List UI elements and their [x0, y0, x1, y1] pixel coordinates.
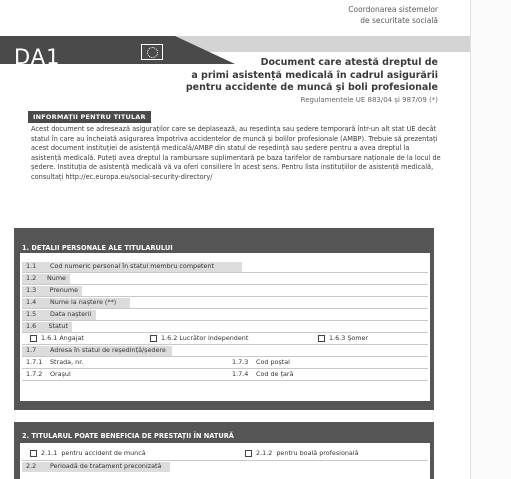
- option-label: pentru boală profesională: [276, 449, 359, 457]
- option-label: Șomer: [347, 334, 369, 342]
- coordination-line-2: de securitate socială: [360, 16, 438, 25]
- treatment-period-row[interactable]: [22, 462, 170, 472]
- info-heading: INFORMAȚII PENTRU TITULAR: [28, 111, 151, 123]
- field-line: [22, 284, 428, 285]
- field-line: [22, 368, 428, 369]
- field-row[interactable]: [22, 298, 130, 308]
- field-label: Perioadă de tratament preconizată: [50, 462, 162, 470]
- field-label: Adresa în statul de reședință/ședere: [50, 346, 166, 354]
- field-label: Cod numeric personal în statul membru competent: [50, 262, 215, 270]
- status-option-unemployed[interactable]: [318, 334, 368, 344]
- field-label: Nume: [47, 274, 66, 282]
- field-number: 1.1: [26, 262, 37, 270]
- field-number: 1.4: [26, 298, 37, 306]
- form-code: DA1: [14, 45, 61, 69]
- option-number: 2.1.1: [41, 449, 58, 457]
- checkbox[interactable]: [318, 335, 325, 342]
- field-number: 2.2: [26, 462, 37, 470]
- scrollbar[interactable]: [470, 0, 511, 479]
- field-label: Cod de țară: [256, 370, 294, 378]
- title-line-2: a primi asistență medicală în cadrul asigurării: [191, 69, 438, 81]
- field-line: [22, 332, 428, 333]
- field-line: [22, 272, 428, 273]
- field-label: Nume la naștere (**): [50, 298, 117, 306]
- field-line: [22, 356, 428, 357]
- benefit-option-disease[interactable]: [245, 449, 359, 459]
- field-label: Statut: [48, 322, 68, 330]
- field-label: Prenume: [49, 286, 78, 294]
- field-label: Cod poștal: [256, 358, 290, 366]
- benefit-option-accident[interactable]: [30, 449, 146, 459]
- regulations-note: Regulamentele UE 883/04 și 987/09 (*): [300, 96, 438, 104]
- info-paragraph: Acest document se adresează asiguraților care se deplasează, au reședința sau ședere temporară într-un alt stat UE decât statul în care au încheiată asigurarea împotriva accidentelor de muncă și bolilor profesionale (AMBP). Trebuie să prezentați acest document instituției de asistență medicală/AMBP din statul de reședință sau ședere pentru a avea dreptul la asistență medicală. Puteți avea dreptul la rambursare suplimentară pe baza tarifelor de rambursare naționale de la locul de ședere. Instituția de asistență medicală vă va oferi consiliere în acest sens. Pentru lista instituțiilor de asistență medicală, consultați http://ec.europa.eu/social-security-directory/: [31, 125, 441, 181]
- field-line: [22, 380, 428, 381]
- field-number: 1.7.3: [232, 358, 249, 366]
- option-number: 1.6.2: [161, 334, 178, 342]
- field-row[interactable]: [22, 310, 96, 320]
- address-postcode-row[interactable]: [228, 358, 294, 368]
- title-line-1: Document care atestă dreptul de: [260, 57, 438, 68]
- field-number: 1.5: [26, 310, 37, 318]
- section-2-title: 2. TITULARUL POATE BENEFICIA DE PRESTAȚII ÎN NATURĂ: [22, 432, 234, 440]
- field-row[interactable]: [22, 286, 82, 296]
- status-option-employed[interactable]: [30, 334, 84, 344]
- address-city-row[interactable]: [22, 370, 75, 380]
- coordination-label: [348, 4, 438, 26]
- field-label: Data nașterii: [50, 310, 92, 318]
- field-row[interactable]: [22, 274, 70, 284]
- field-number: 1.7.4: [232, 370, 249, 378]
- field-line: [22, 344, 428, 345]
- field-number: 1.3: [26, 286, 37, 294]
- address-heading: [22, 346, 172, 356]
- field-number: 1.7.2: [26, 370, 43, 378]
- checkbox[interactable]: [245, 450, 252, 457]
- option-label: Lucrător independent: [179, 334, 249, 342]
- coordination-line-1: Coordonarea sistemelor: [348, 5, 438, 14]
- field-line: [22, 320, 428, 321]
- field-number: 1.7.1: [26, 358, 43, 366]
- option-number: 2.1.2: [256, 449, 273, 457]
- status-option-self-employed[interactable]: [150, 334, 248, 344]
- checkbox[interactable]: [150, 335, 157, 342]
- field-line: [22, 460, 428, 461]
- field-row: [22, 322, 72, 332]
- option-label: pentru accident de muncă: [61, 449, 146, 457]
- section-1-body: [20, 253, 430, 401]
- field-number: 1.2: [26, 274, 37, 282]
- field-label: Strada, nr.: [50, 358, 84, 366]
- option-label: Angajat: [59, 334, 84, 342]
- title-line-3: pentru accidente de muncă și boli profesionale: [185, 82, 438, 93]
- field-label: Orașul: [50, 370, 71, 378]
- field-number: 1.6: [26, 322, 37, 330]
- checkbox[interactable]: [30, 335, 37, 342]
- address-country-row[interactable]: [228, 370, 297, 380]
- option-number: 1.6.1: [41, 334, 58, 342]
- option-number: 1.6.3: [329, 334, 346, 342]
- section-1-title: 1. DETALII PERSONALE ALE TITULARULUI: [22, 244, 173, 252]
- eu-flag-icon: [141, 44, 163, 60]
- field-number: 1.7: [26, 346, 37, 354]
- address-street-row[interactable]: [22, 358, 87, 368]
- field-line: [22, 296, 428, 297]
- document-title: [186, 57, 438, 95]
- field-row[interactable]: [22, 262, 242, 272]
- field-line: [22, 308, 428, 309]
- checkbox[interactable]: [30, 450, 37, 457]
